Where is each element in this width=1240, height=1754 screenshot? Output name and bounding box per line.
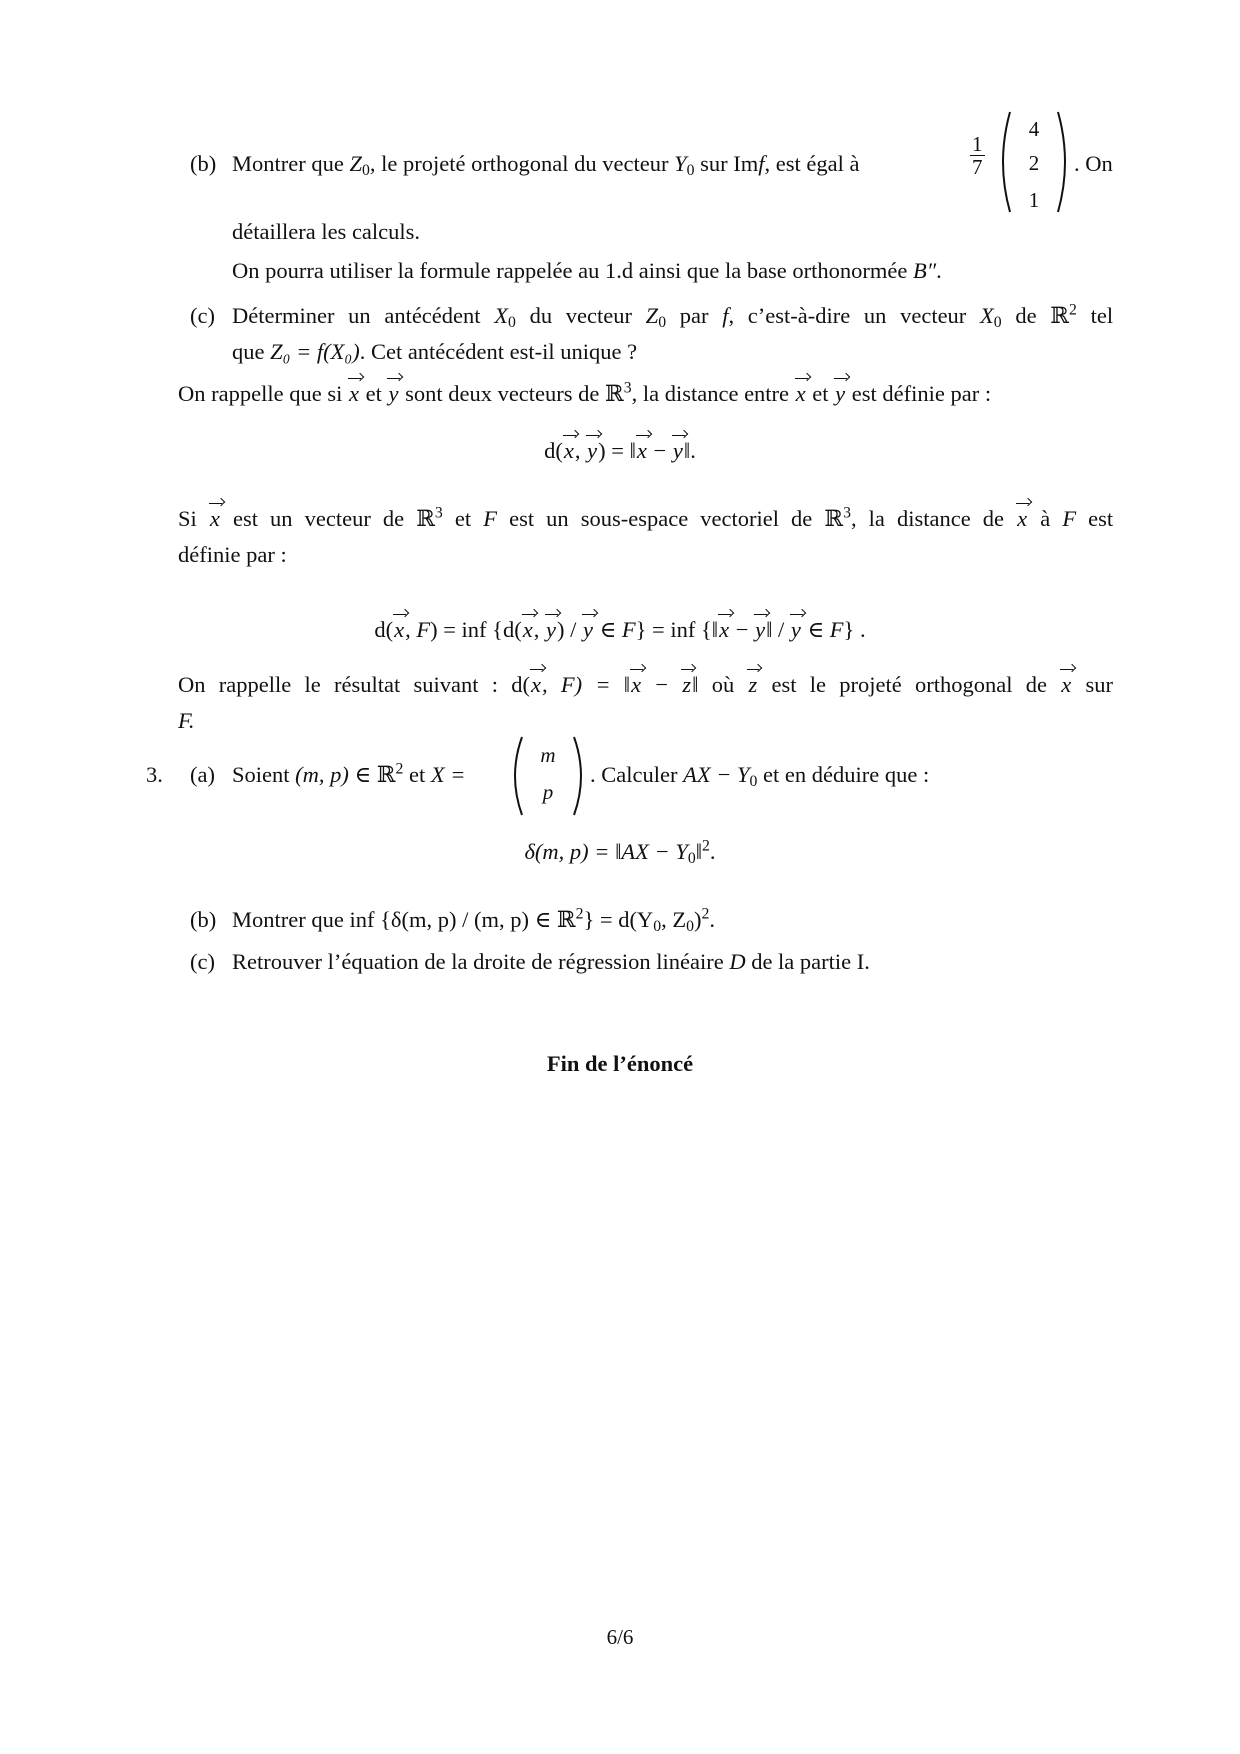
math-Im: Im xyxy=(733,151,759,176)
text: ‖ / xyxy=(766,617,790,642)
text: sont deux vecteurs de xyxy=(405,381,600,406)
text: d( xyxy=(374,617,394,642)
text: , xyxy=(533,617,545,642)
q3a-label: (a) xyxy=(190,762,215,787)
vec-entry-1: 2 xyxy=(1028,151,1040,175)
vector-x: x xyxy=(394,617,405,642)
vector-x: x xyxy=(1061,672,1072,697)
text: d xyxy=(544,438,556,463)
math-R: ℝ xyxy=(1050,303,1069,328)
frac-num: 1 xyxy=(972,132,983,156)
sup: 2 xyxy=(701,905,710,923)
vector-z: z xyxy=(682,672,692,697)
vector-y: y xyxy=(755,617,766,642)
frac-den: 7 xyxy=(972,155,983,180)
text: ∈ xyxy=(354,762,372,787)
math-basis: B″ xyxy=(913,258,937,283)
sup: 2 xyxy=(1069,301,1077,319)
text: est xyxy=(1088,506,1114,531)
text: . Calculer xyxy=(590,762,678,787)
text: est le projeté orthogonal de xyxy=(771,672,1047,697)
sub: 0 xyxy=(686,161,695,179)
text: sur xyxy=(700,151,728,176)
text: ) xyxy=(693,907,702,932)
text: et xyxy=(365,381,382,406)
math-Z: Z xyxy=(349,151,362,176)
math-R: ℝ xyxy=(824,506,844,531)
text: , le projeté orthogonal du vecteur xyxy=(369,151,669,176)
sub: 0 xyxy=(687,849,696,867)
q3a-line-part1 xyxy=(232,761,465,788)
text: On rappelle le résultat suivant : xyxy=(178,672,498,697)
text: ( xyxy=(555,438,563,463)
text: et xyxy=(812,381,829,406)
text: et xyxy=(408,762,426,787)
text: } . xyxy=(843,617,866,642)
vector-x: x xyxy=(522,617,533,642)
sub: 0 xyxy=(993,313,1002,331)
math-eq: Z₀ = f(X₀) xyxy=(270,339,360,364)
sub: 0 xyxy=(658,313,667,331)
text: de la partie I. xyxy=(751,949,870,974)
vector-x: x xyxy=(348,381,359,406)
q2c-label: (c) xyxy=(190,303,215,328)
q3a-line-part2 xyxy=(590,761,929,792)
math-F: F xyxy=(829,617,844,642)
text: est un vecteur de xyxy=(232,506,405,531)
col-entry-m: m xyxy=(540,743,556,767)
q3b-label: (b) xyxy=(190,907,217,932)
sub: 0 xyxy=(507,313,516,331)
vec-entry-0: 4 xyxy=(1028,117,1040,141)
text: Montrer que xyxy=(232,151,344,176)
vector-x: x xyxy=(1017,506,1028,531)
math-F: F xyxy=(483,506,497,531)
sup: 2 xyxy=(702,837,710,855)
math-X: X xyxy=(494,303,508,328)
q2b-line1-end: . On xyxy=(1074,151,1113,176)
text: Montrer que xyxy=(232,907,344,932)
text: sur xyxy=(1085,672,1114,697)
text: , xyxy=(405,617,417,642)
sup: 2 xyxy=(395,760,404,778)
vec-entry-2: 1 xyxy=(1028,188,1040,212)
text: . Cet antécédent est-il unique ? xyxy=(359,339,638,364)
text: Si xyxy=(178,506,197,531)
recall3-line2: F. xyxy=(178,708,195,733)
text: − xyxy=(647,438,672,463)
text: , la distance entre xyxy=(631,381,790,406)
math-R: ℝ xyxy=(416,506,435,531)
sup: 3 xyxy=(623,379,632,397)
math-R: ℝ xyxy=(376,762,396,787)
equation-inf xyxy=(0,616,1240,643)
text: ‖ xyxy=(695,839,703,864)
recall2-line2: définie par : xyxy=(178,542,287,567)
recall1-line xyxy=(178,380,1113,407)
vector-x: x xyxy=(530,672,541,697)
vector-x: x xyxy=(719,617,730,642)
math-Y: Y xyxy=(674,151,687,176)
text: δ(m, p) = ‖AX − Y xyxy=(524,839,688,864)
page-number: 6/6 xyxy=(606,1625,634,1649)
math-X: X = xyxy=(430,762,466,787)
vector-x: x xyxy=(795,381,806,406)
text: ) / xyxy=(556,617,582,642)
q3b-line xyxy=(232,906,715,937)
q2b-line3 xyxy=(232,257,942,284)
recall2-line1 xyxy=(178,505,1113,532)
sub: 0 xyxy=(653,917,662,935)
end-title: Fin de l’énoncé xyxy=(546,1051,694,1076)
text: , la distance de xyxy=(850,506,1005,531)
sub: 0 xyxy=(749,772,758,790)
text: tel xyxy=(1090,303,1114,328)
text: , F) = ‖ xyxy=(541,672,631,697)
q2c-line2 xyxy=(232,338,637,365)
math-F: F xyxy=(621,617,636,642)
text: est définie par : xyxy=(851,381,992,406)
math-F: F xyxy=(416,617,431,642)
text: , c’est-à-dire un vecteur xyxy=(728,303,967,328)
math-X: X xyxy=(980,303,994,328)
text: est un sous-espace vectoriel de xyxy=(509,506,813,531)
equation-distance xyxy=(0,437,1240,464)
math-R: ℝ xyxy=(605,381,624,406)
text: Soient xyxy=(232,762,290,787)
vector-z: z xyxy=(748,672,758,697)
math-Z: Z xyxy=(645,303,659,328)
vector-x: x xyxy=(563,438,574,463)
math-f: f xyxy=(722,303,729,328)
text: et en déduire que : xyxy=(763,762,930,787)
text: − xyxy=(642,672,682,697)
text: On pourra utiliser la formule rappelée au 1.d ainsi que la base orthonormée xyxy=(232,258,908,283)
math-mp: (m, p) xyxy=(295,762,349,787)
vector-y: y xyxy=(545,617,556,642)
vector-y: y xyxy=(835,381,846,406)
vector-y: y xyxy=(672,438,683,463)
text: à xyxy=(1040,506,1051,531)
text: par xyxy=(679,303,709,328)
text: d( xyxy=(511,672,530,697)
text: , xyxy=(574,438,587,463)
vector-x: x xyxy=(636,438,647,463)
vector-x: x xyxy=(631,672,642,697)
sup: 2 xyxy=(575,905,584,923)
text: ) = ‖ xyxy=(598,438,636,463)
q2c-line1 xyxy=(232,302,1113,333)
text: du vecteur xyxy=(529,303,632,328)
text: de xyxy=(1015,303,1037,328)
math-f: f xyxy=(758,151,765,176)
math-inf: inf {δ(m, p) / (m, p) ∈ ℝ xyxy=(349,907,576,932)
sub: 0 xyxy=(361,161,370,179)
text: − xyxy=(730,617,755,642)
text: } = d(Y xyxy=(583,907,654,932)
text: Déterminer un antécédent xyxy=(232,303,481,328)
text: , Z xyxy=(661,907,687,932)
text: } = inf {‖ xyxy=(635,617,719,642)
text: que xyxy=(232,339,265,364)
math-expr: AX − Y xyxy=(683,762,750,787)
fraction-one-seventh xyxy=(970,133,985,178)
text: . xyxy=(709,839,716,864)
vector-x: x xyxy=(209,506,220,531)
text: où xyxy=(711,672,735,697)
sup: 3 xyxy=(434,504,443,522)
q3-number: 3. xyxy=(146,762,163,787)
text: ‖ xyxy=(692,672,699,697)
text: ‖. xyxy=(683,438,696,463)
text: ∈ xyxy=(801,617,830,642)
text: ) = inf {d( xyxy=(430,617,522,642)
sub: 0 xyxy=(686,917,694,935)
q2b-label: (b) xyxy=(190,151,217,176)
text: . xyxy=(936,258,942,283)
vector-y: y xyxy=(587,438,598,463)
q2b-line2: détaillera les calculs. xyxy=(232,219,421,244)
sup: 3 xyxy=(843,504,851,522)
math-F: F xyxy=(1062,506,1077,531)
vector-y: y xyxy=(582,617,593,642)
text: et xyxy=(454,506,472,531)
vector-y: y xyxy=(388,381,399,406)
text: . xyxy=(709,907,715,932)
q3c-label: (c) xyxy=(190,949,215,974)
col-entry-p: p xyxy=(542,780,554,804)
text: On rappelle que si xyxy=(178,381,343,406)
equation-delta xyxy=(0,838,1240,869)
recall3-line1 xyxy=(178,671,1113,698)
q3c-line xyxy=(232,948,870,975)
math-D: D xyxy=(729,949,746,974)
vector-y: y xyxy=(790,617,801,642)
text: Retrouver l’équation de la droite de régression linéaire xyxy=(232,949,724,974)
text: , est égal à xyxy=(764,151,860,176)
text: ∈ xyxy=(593,617,622,642)
